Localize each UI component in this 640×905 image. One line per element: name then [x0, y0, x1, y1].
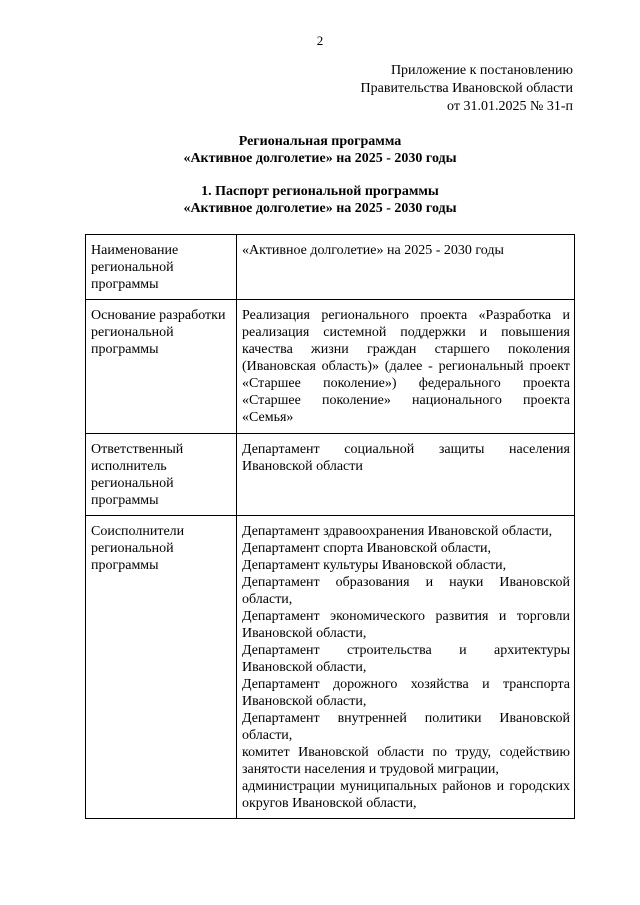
row-value: «Активное долголетие» на 2025 - 2030 годы — [237, 235, 575, 300]
list-item: Департамент экономического развития и торговли Ивановской области, — [242, 609, 570, 641]
section-subtitle: «Активное долголетие» на 2025 - 2030 годы — [183, 201, 457, 216]
appendix-date-number: от 31.01.2025 № 31-п — [447, 99, 573, 114]
appendix-line: Правительства Ивановской области — [360, 81, 573, 96]
row-label: Соисполнители региональной программы — [86, 516, 237, 819]
list-item: Департамент образования и науки Ивановской области, — [242, 575, 570, 607]
list-item: Департамент дорожного хозяйства и транспорта Ивановской области, — [242, 677, 570, 709]
appendix-header — [361, 62, 573, 116]
table-row — [86, 516, 575, 819]
program-title: Региональная программа — [238, 134, 402, 149]
list-item: Департамент культуры Ивановской области, — [242, 558, 507, 573]
table-row — [86, 434, 575, 516]
list-item: Департамент спорта Ивановской области, — [242, 541, 492, 556]
co-executors-list — [237, 516, 575, 819]
list-item: комитет Ивановской области по труду, содействию занятости населения и трудовой миграции, — [242, 745, 570, 777]
list-item: Департамент здравоохранения Ивановской области, — [242, 524, 553, 539]
list-item: Департамент строительства и архитектуры Ивановской области, — [242, 643, 570, 675]
appendix-line: Приложение к постановлению — [390, 63, 573, 78]
row-value: Департамент социальной защиты населения Ивановской области — [237, 434, 575, 516]
program-name: «Активное долголетие» на 2025 - 2030 годы — [183, 151, 457, 166]
list-item: администрации муниципальных районов и городских округов Ивановской области, — [242, 779, 570, 811]
row-value: Реализация регионального проекта «Разработка и реализация системной поддержки и повышения качества жизни граждан старшего поколения (Ивановская область)» (далее - региональный проект «Старшее поколение») федерального проекта «Старшее поколение» национального проекта «Семья» — [237, 300, 575, 434]
list-item: Департамент внутренней политики Ивановской области, — [242, 711, 570, 743]
row-label: Наименование региональной программы — [86, 235, 237, 300]
row-label: Ответственный исполнитель региональной программы — [86, 434, 237, 516]
document-title — [0, 133, 640, 217]
row-label: Основание разработки региональной программы — [86, 300, 237, 434]
section-title: 1. Паспорт региональной программы — [201, 184, 439, 199]
page-number: 2 — [316, 33, 324, 48]
table-row — [86, 300, 575, 434]
table-row — [86, 235, 575, 300]
passport-table — [85, 234, 575, 819]
